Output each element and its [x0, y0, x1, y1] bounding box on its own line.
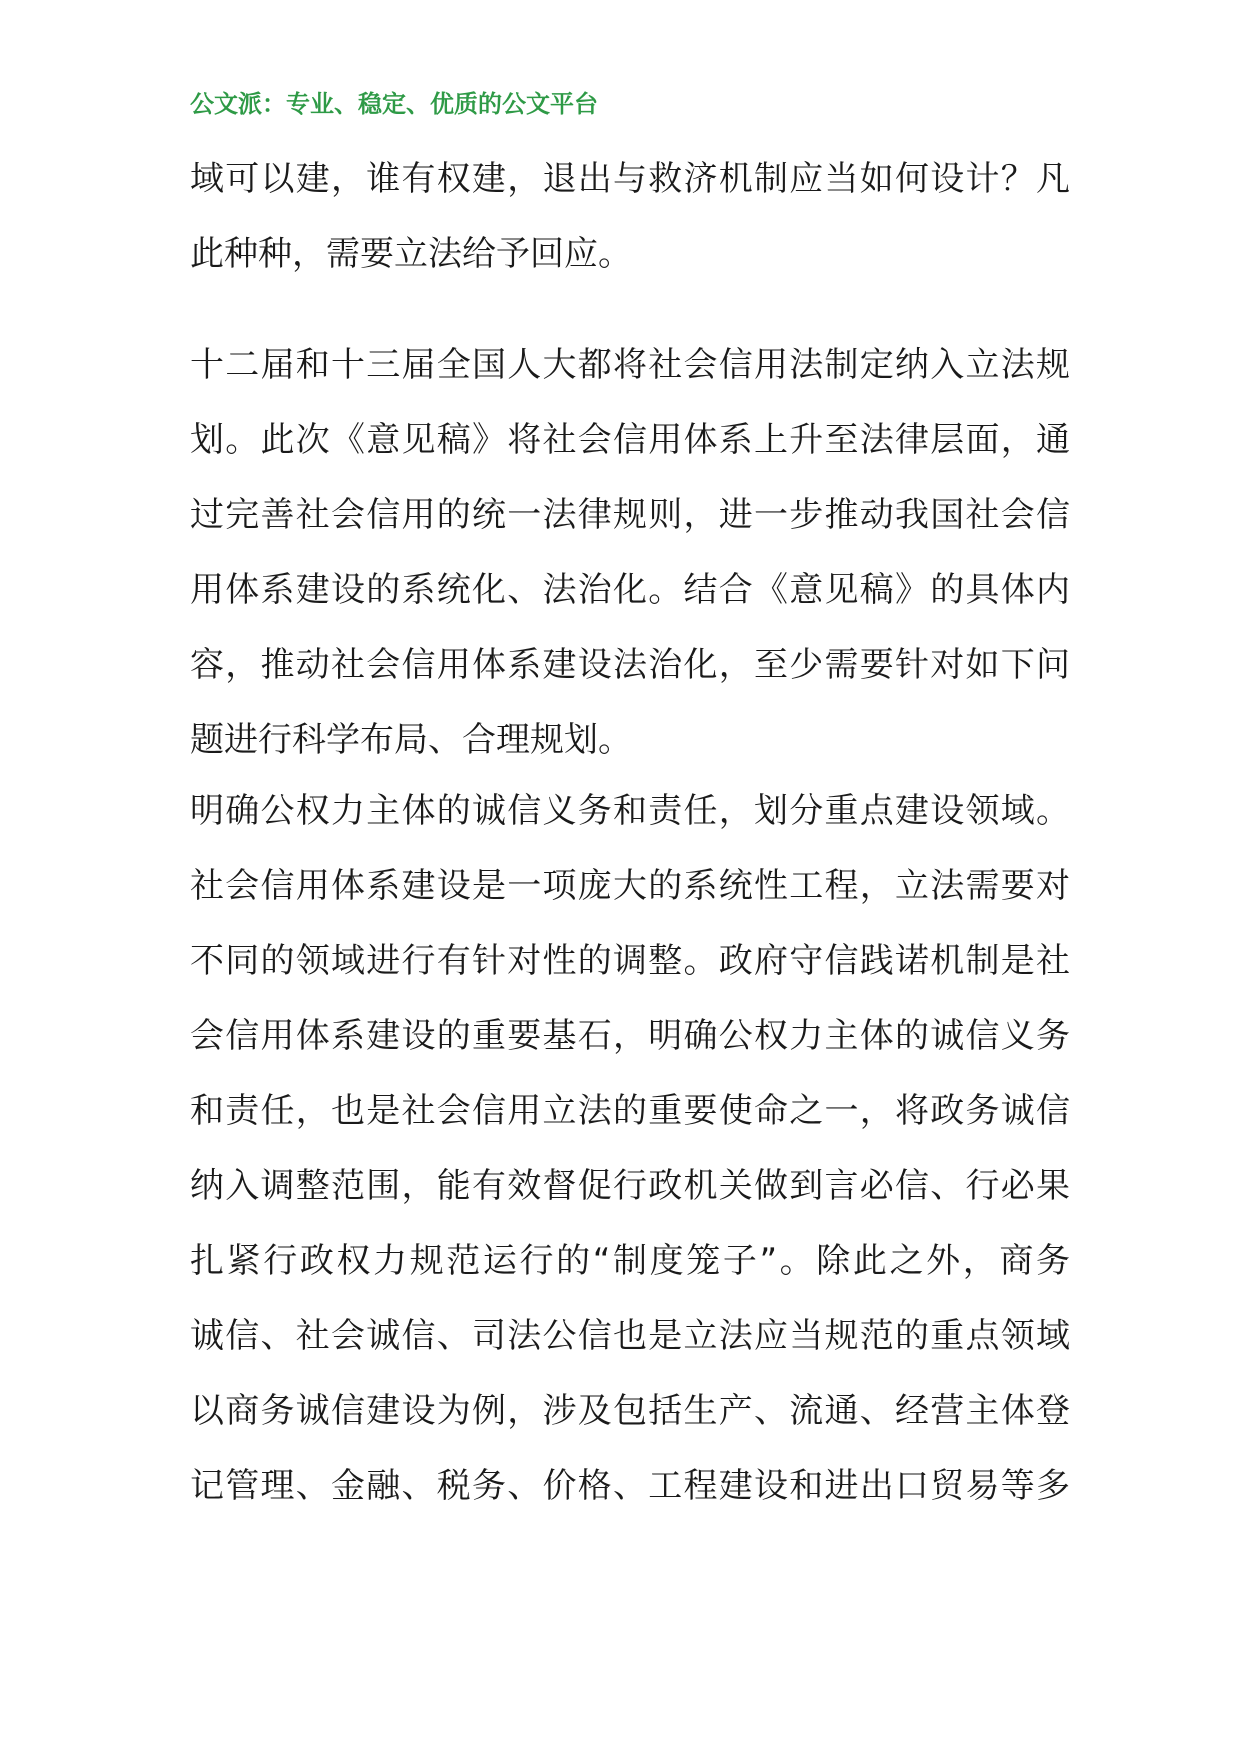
paragraph-line: 记管理、金融、税务、价格、工程建设和进出口贸易等多 — [190, 1466, 1070, 1506]
paragraph-line: 题进行科学布局、合理规划。 — [190, 720, 632, 760]
paragraph-line: 纳入调整范围，能有效督促行政机关做到言必信、行必果 — [190, 1166, 1070, 1206]
paragraph-line: 此种种，需要立法给予回应。 — [190, 234, 632, 274]
paragraph-line: 明确公权力主体的诚信义务和责任，划分重点建设领域。 — [190, 791, 1070, 831]
paragraph-line: 过完善社会信用的统一法律规则，进一步推动我国社会信 — [190, 495, 1070, 535]
paragraph-line: 用体系建设的系统化、法治化。结合《意见稿》的具体内 — [190, 570, 1070, 610]
paragraph-line: 以商务诚信建设为例，涉及包括生产、流通、经营主体登 — [190, 1391, 1070, 1431]
paragraph-line: 域可以建，谁有权建，退出与救济机制应当如何设计？凡 — [190, 159, 1070, 199]
paragraph-line: 容，推动社会信用体系建设法治化，至少需要针对如下问 — [190, 645, 1070, 685]
paragraph-line: 不同的领域进行有针对性的调整。政府守信践诺机制是社 — [190, 941, 1070, 981]
paragraph-line: 十二届和十三届全国人大都将社会信用法制定纳入立法规 — [190, 345, 1070, 385]
paragraph-line: 和责任，也是社会信用立法的重要使命之一，将政务诚信 — [190, 1091, 1070, 1131]
paragraph-2 — [190, 328, 1070, 778]
paragraph-line: 会信用体系建设的重要基石，明确公权力主体的诚信义务 — [190, 1016, 1070, 1056]
paragraph-line: 扎紧行政权力规范运行的“制度笼子”。除此之外，商务 — [190, 1241, 1070, 1281]
paragraph-line: 划。此次《意见稿》将社会信用体系上升至法律层面，通 — [190, 420, 1070, 460]
paragraph-1 — [190, 142, 1070, 292]
paragraph-line: 诚信、社会诚信、司法公信也是立法应当规范的重点领域 — [190, 1316, 1070, 1356]
page-header: 公文派：专业、稳定、优质的公文平台 — [190, 90, 598, 118]
paragraph-3 — [190, 774, 1070, 1524]
paragraph-line: 社会信用体系建设是一项庞大的系统性工程，立法需要对 — [190, 866, 1070, 906]
